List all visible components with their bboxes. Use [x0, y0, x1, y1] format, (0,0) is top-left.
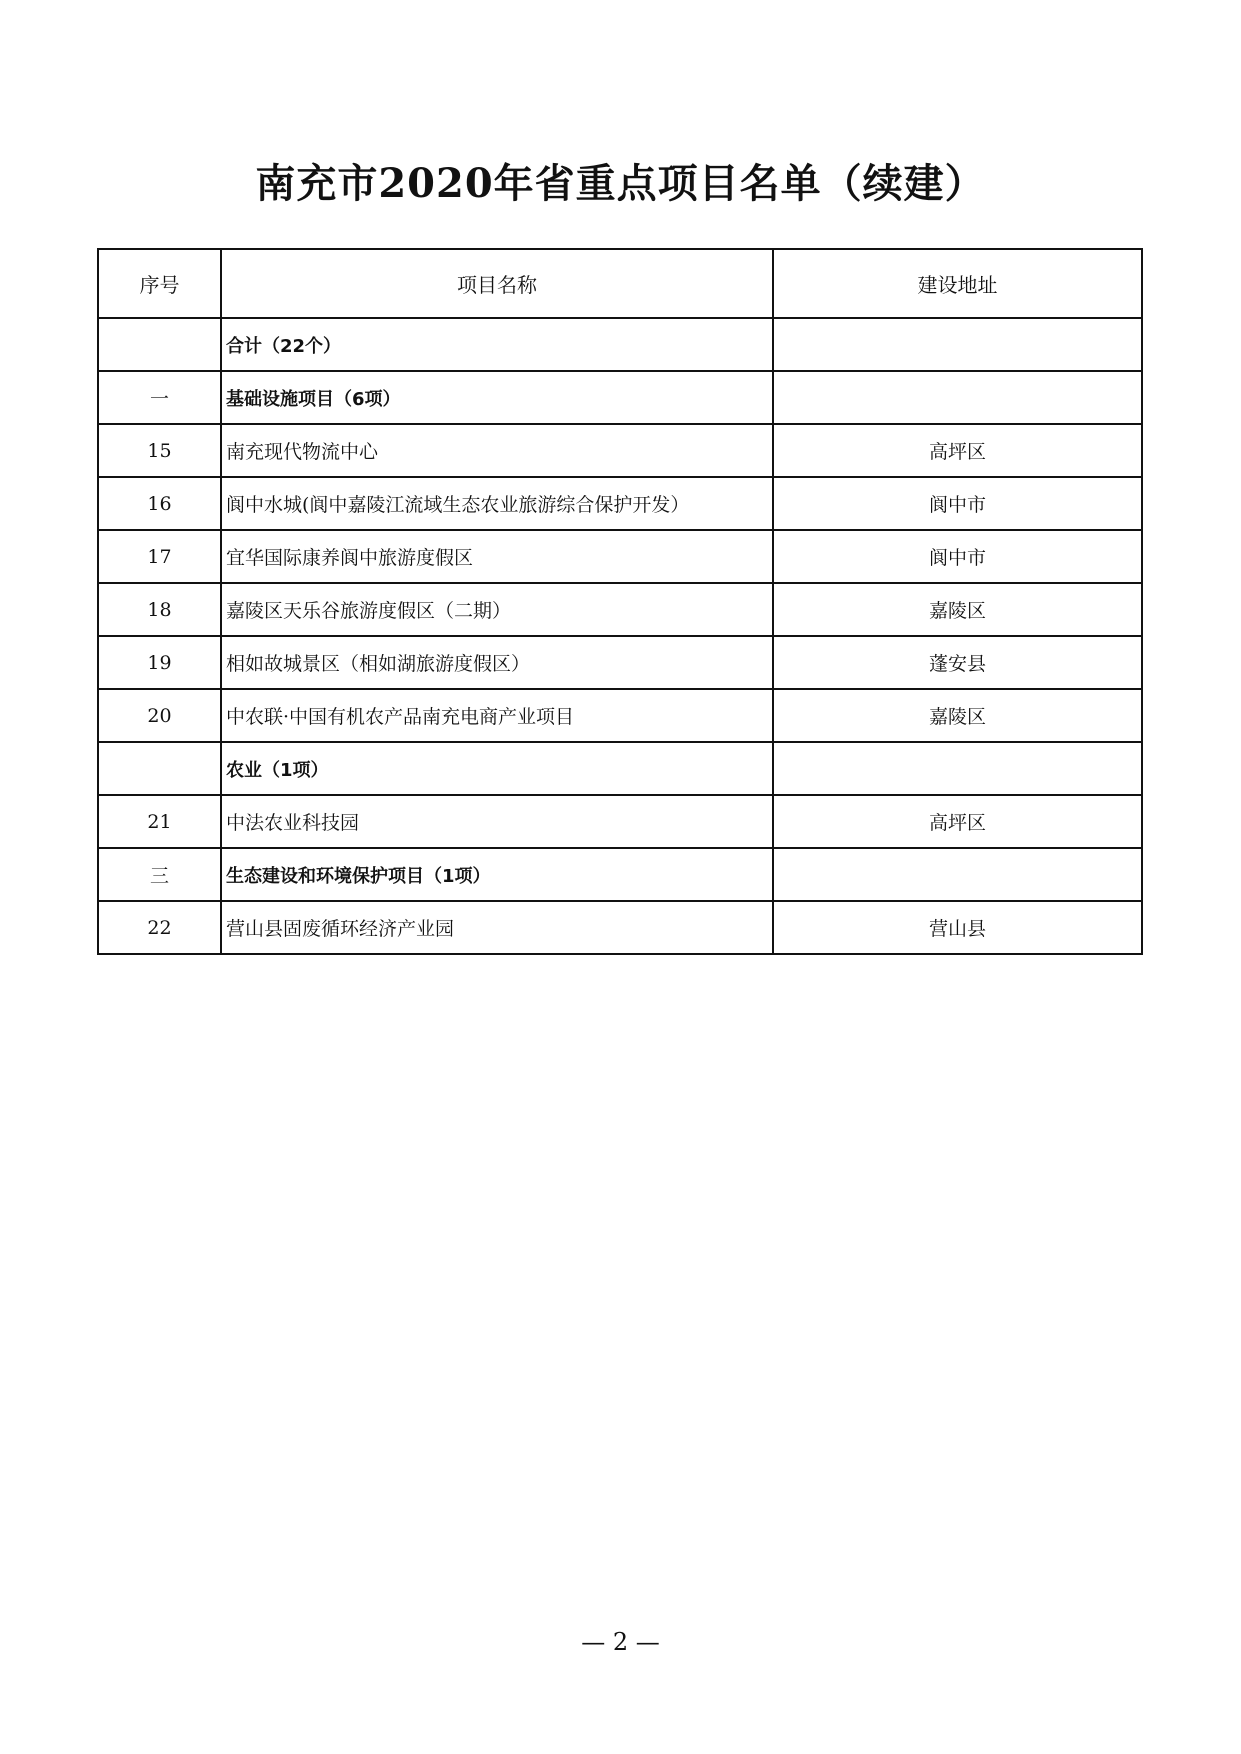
cell-no: 22 [98, 901, 221, 954]
cell-no: 20 [98, 689, 221, 742]
table-row [98, 689, 1142, 742]
cell-no: 三 [98, 848, 221, 901]
cell-name: 中法农业科技园 [221, 795, 773, 848]
table-group-row [98, 371, 1142, 424]
table-group-row [98, 742, 1142, 795]
header-no: 序号 [98, 249, 221, 318]
cell-location [773, 848, 1142, 901]
cell-name: 生态建设和环境保护项目（1项） [221, 848, 773, 901]
cell-location: 高坪区 [773, 795, 1142, 848]
cell-location [773, 318, 1142, 371]
cell-name: 合计（22个） [221, 318, 773, 371]
cell-name: 中农联·中国有机农产品南充电商产业项目 [221, 689, 773, 742]
cell-name: 相如故城景区（相如湖旅游度假区） [221, 636, 773, 689]
table-row [98, 583, 1142, 636]
header-location: 建设地址 [773, 249, 1142, 318]
table-row [98, 530, 1142, 583]
table-group-row [98, 318, 1142, 371]
cell-location: 高坪区 [773, 424, 1142, 477]
cell-location: 营山县 [773, 901, 1142, 954]
cell-location: 阆中市 [773, 530, 1142, 583]
page-number: — 2 — [581, 1628, 660, 1656]
header-name: 项目名称 [221, 249, 773, 318]
cell-name: 嘉陵区天乐谷旅游度假区（二期） [221, 583, 773, 636]
cell-no [98, 742, 221, 795]
project-table [97, 248, 1143, 955]
cell-no: 17 [98, 530, 221, 583]
table-row [98, 795, 1142, 848]
cell-location [773, 742, 1142, 795]
cell-location: 阆中市 [773, 477, 1142, 530]
cell-no: 一 [98, 371, 221, 424]
cell-name: 阆中水城(阆中嘉陵江流域生态农业旅游综合保护开发） [221, 477, 773, 530]
cell-name: 农业（1项） [221, 742, 773, 795]
cell-location: 嘉陵区 [773, 583, 1142, 636]
cell-location [773, 371, 1142, 424]
cell-name: 南充现代物流中心 [221, 424, 773, 477]
page-title: 南充市2020年省重点项目名单（续建） [255, 160, 986, 207]
cell-name: 营山县固废循环经济产业园 [221, 901, 773, 954]
cell-no: 21 [98, 795, 221, 848]
cell-name: 基础设施项目（6项） [221, 371, 773, 424]
cell-no: 19 [98, 636, 221, 689]
cell-location: 蓬安县 [773, 636, 1142, 689]
cell-no [98, 318, 221, 371]
table-row [98, 636, 1142, 689]
cell-location: 嘉陵区 [773, 689, 1142, 742]
cell-no: 18 [98, 583, 221, 636]
table-row [98, 424, 1142, 477]
table-header-row [98, 249, 1142, 318]
cell-name: 宜华国际康养阆中旅游度假区 [221, 530, 773, 583]
cell-no: 16 [98, 477, 221, 530]
table-group-row [98, 848, 1142, 901]
table-row [98, 901, 1142, 954]
cell-no: 15 [98, 424, 221, 477]
table-row [98, 477, 1142, 530]
